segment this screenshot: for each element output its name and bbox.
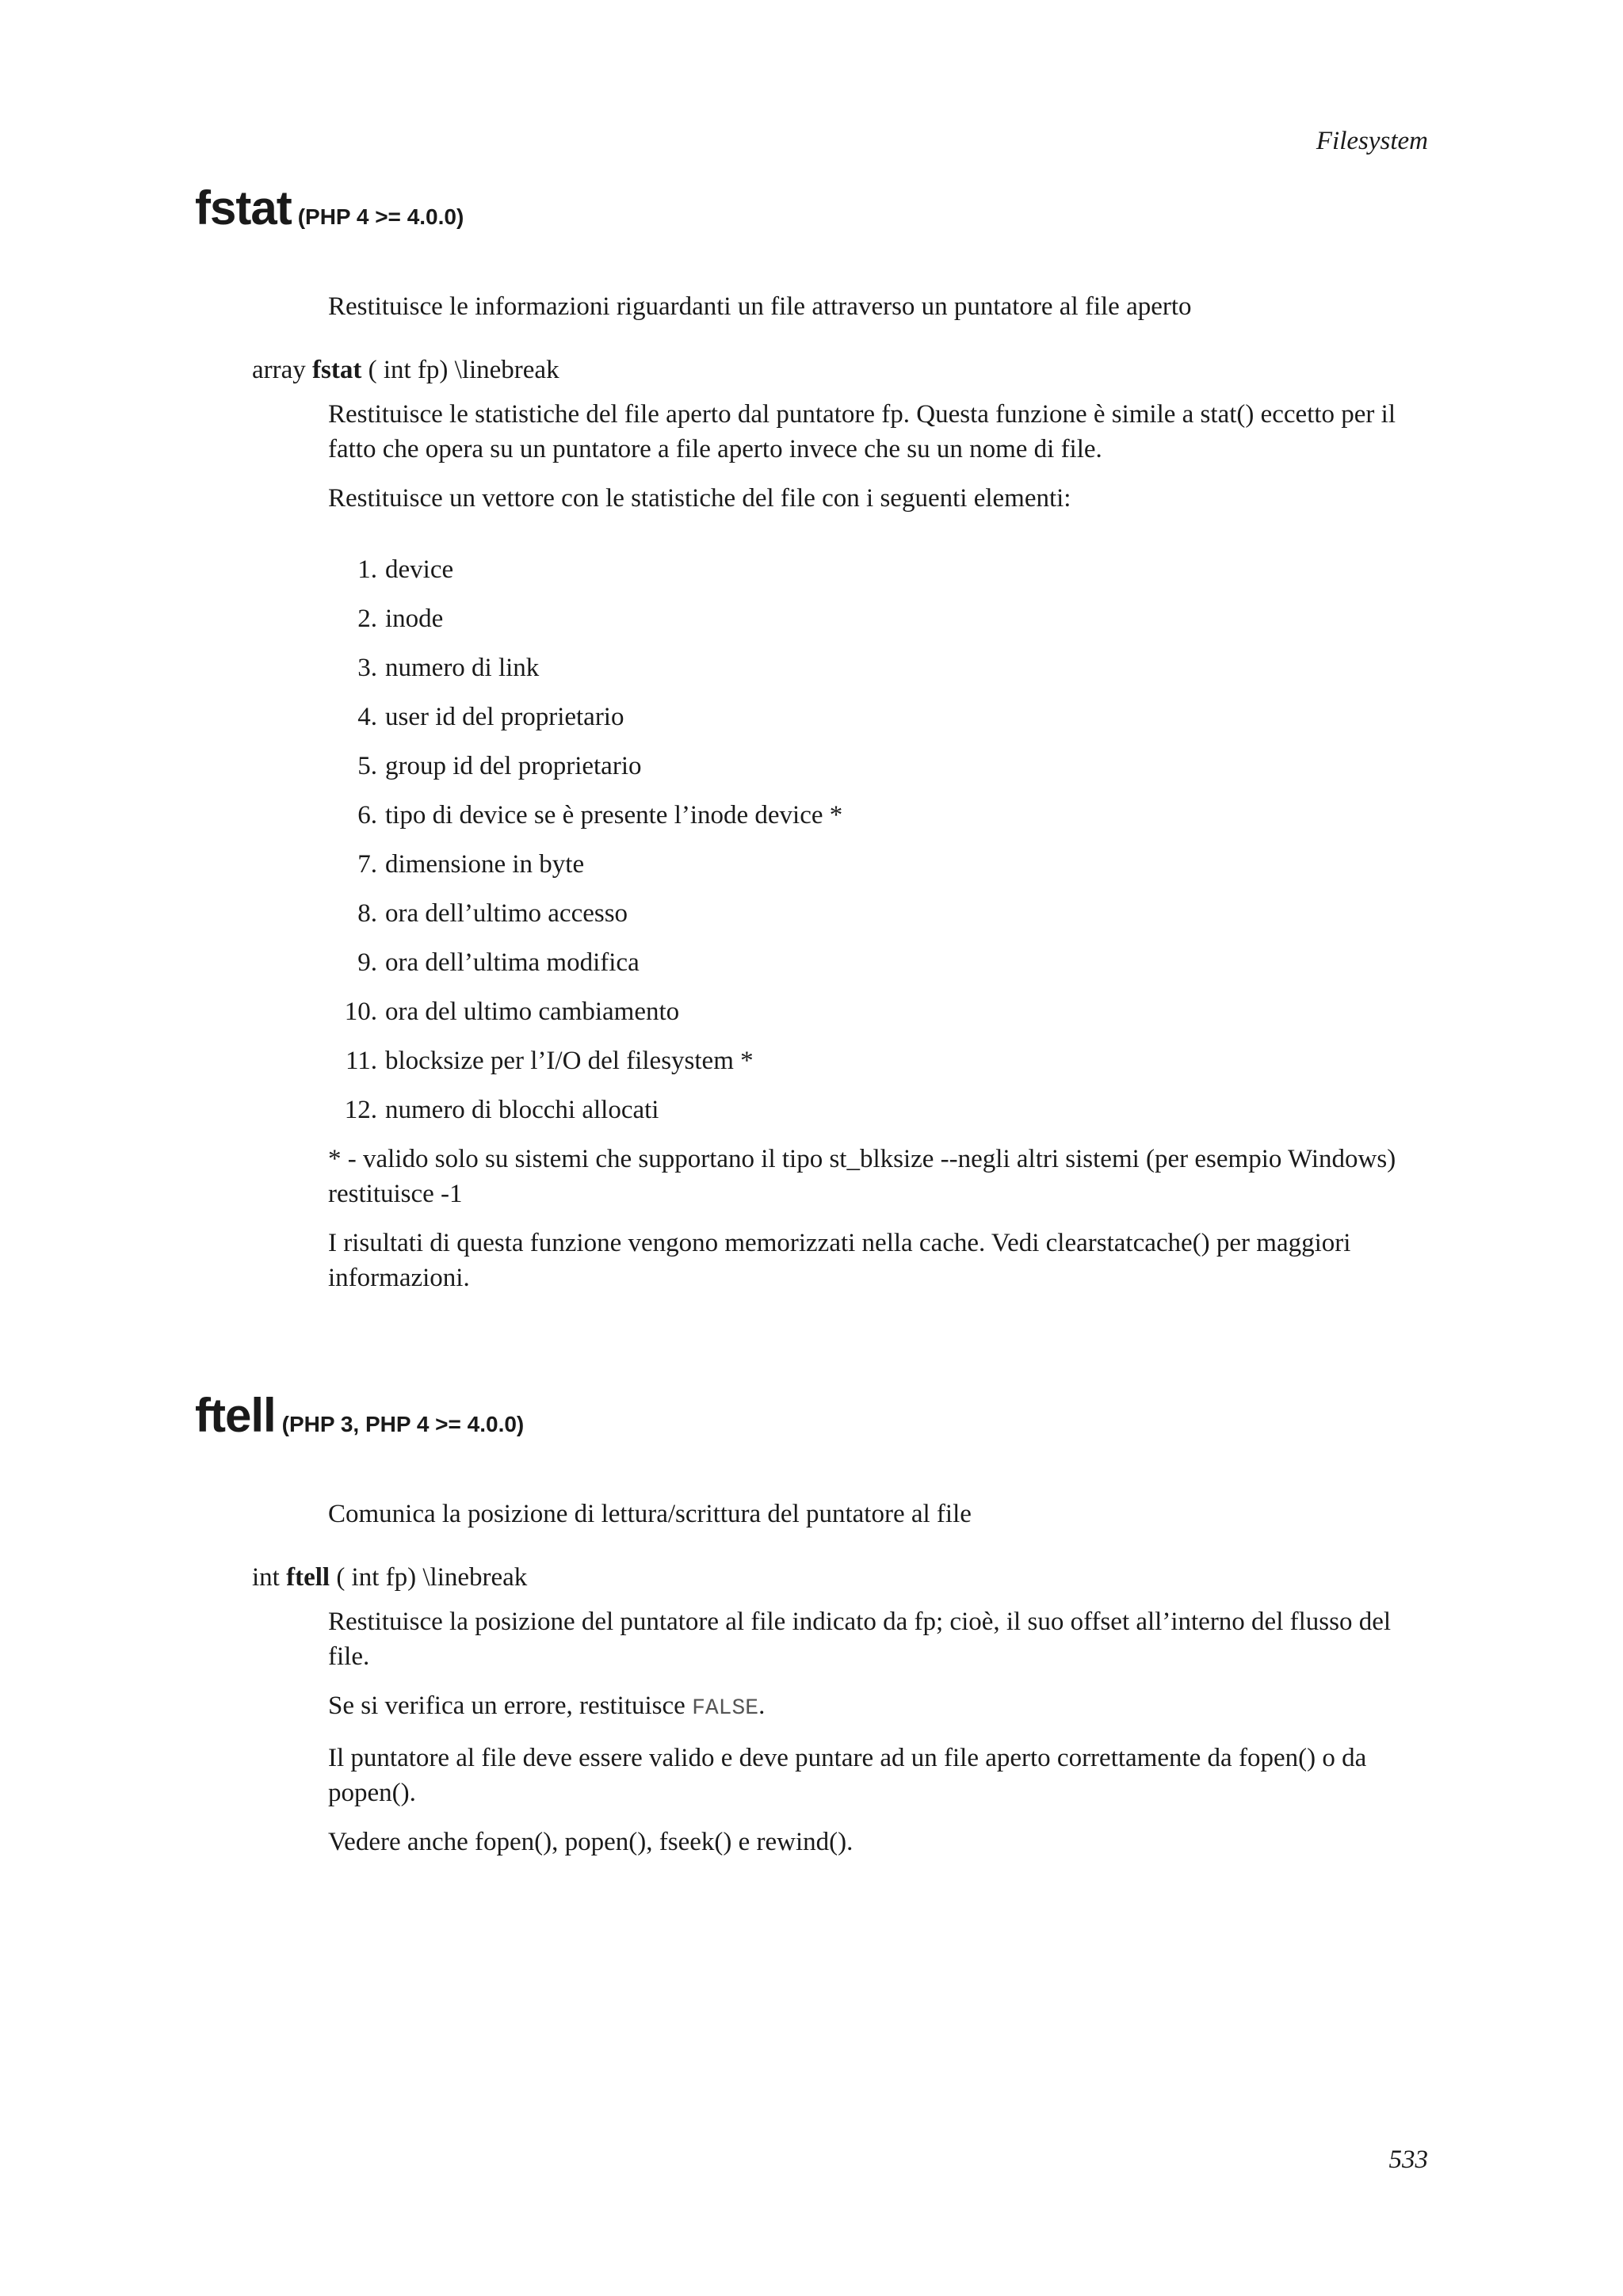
fstat-heading (195, 181, 1431, 235)
ftell-heading (195, 1388, 1431, 1443)
list-item (328, 700, 1431, 734)
list-item-text: numero di blocchi allocati (385, 1096, 659, 1124)
list-item-text: dimensione in byte (385, 850, 585, 879)
ftell-description (328, 1604, 1431, 1859)
returns-paragraph: Restituisce un vettore con le statistiche del file con i seguenti elementi: (328, 484, 1071, 513)
function-synopsis (252, 353, 1431, 387)
stat-elements-list (328, 552, 1431, 1127)
ftell-entry (195, 1388, 1431, 1874)
list-item-text: ora dell’ultima modifica (385, 948, 640, 977)
synopsis-function-name: ftell (286, 1563, 330, 1592)
function-name: ftell (195, 1389, 276, 1442)
list-item-number: 6. (357, 801, 377, 830)
error-end: . (758, 1691, 766, 1720)
function-version: (PHP 4 >= 4.0.0) (297, 204, 464, 229)
list-item-number: 10. (344, 997, 377, 1026)
error-paragraph (328, 1688, 1431, 1726)
cache-note: I risultati di questa funzione vengono memorizzati nella cache. Vedi clearstatcache() per maggiori informazioni. (328, 1229, 1351, 1292)
see-also-paragraph: Vedere anche fopen(), popen(), fseek() e rewind(). (328, 1828, 854, 1856)
function-purpose: Restituisce le informazioni riguardanti un file attraverso un puntatore al file aperto (328, 292, 1192, 321)
false-literal: FALSE (692, 1696, 759, 1721)
list-item-text: inode (385, 605, 444, 633)
list-item (328, 1093, 1431, 1127)
list-item (328, 896, 1431, 931)
list-item (328, 749, 1431, 784)
running-header: Filesystem (1316, 127, 1428, 155)
synopsis-function-name: fstat (312, 356, 362, 384)
list-item-text: user id del proprietario (385, 703, 624, 731)
list-item-number: 4. (357, 703, 377, 731)
list-item (328, 650, 1431, 685)
function-version: (PHP 3, PHP 4 >= 4.0.0) (281, 1412, 525, 1436)
list-item-text: tipo di device se è presente l’inode device * (385, 801, 843, 830)
fstat-description (328, 397, 1431, 1295)
list-item-text: numero di link (385, 654, 540, 682)
list-item-text: ora dell’ultimo accesso (385, 899, 628, 928)
synopsis-params: ( int fp) \linebreak (336, 1563, 528, 1592)
function-purpose: Comunica la posizione di lettura/scrittura del puntatore al file (328, 1500, 972, 1528)
list-item-number: 9. (357, 948, 377, 977)
error-text: Se si verifica un errore, restituisce (328, 1691, 685, 1720)
function-name: fstat (195, 181, 292, 235)
fstat-entry (195, 181, 1431, 1310)
list-item (328, 994, 1431, 1029)
description-paragraph: Restituisce la posizione del puntatore al file indicato da fp; cioè, il suo offset all’interno del flusso del file. (328, 1608, 1392, 1671)
list-item-number: 11. (345, 1047, 377, 1075)
list-item (328, 601, 1431, 636)
list-item (328, 552, 1431, 587)
validity-paragraph: Il puntatore al file deve essere valido e deve puntare ad un file aperto correttamente da fopen() o da popen(). (328, 1744, 1367, 1807)
list-item-number: 12. (344, 1096, 377, 1124)
blksize-note: * - valido solo su sistemi che supportano il tipo st_blksize --negli altri sistemi (per esempio Windows) restituisce -1 (328, 1145, 1396, 1208)
list-item-number: 5. (357, 752, 377, 780)
list-item-number: 2. (357, 605, 377, 633)
list-item (328, 847, 1431, 882)
list-item-number: 3. (357, 654, 377, 682)
return-type: int (252, 1563, 280, 1592)
list-item-text: group id del proprietario (385, 752, 642, 780)
function-synopsis (252, 1560, 1431, 1595)
list-item (328, 1043, 1431, 1078)
list-item-text: device (385, 555, 454, 584)
description-paragraph: Restituisce le statistiche del file aperto dal puntatore fp. Questa funzione è simile a stat() eccetto per il fatto che opera su un puntatore a file aperto invece che su un nome di file. (328, 400, 1396, 463)
list-item-number: 8. (357, 899, 377, 928)
list-item-number: 7. (357, 850, 377, 879)
list-item (328, 945, 1431, 980)
return-type: array (252, 356, 306, 384)
list-item-text: blocksize per l’I/O del filesystem * (385, 1047, 754, 1075)
list-item (328, 798, 1431, 833)
list-item-text: ora del ultimo cambiamento (385, 997, 680, 1026)
synopsis-params: ( int fp) \linebreak (368, 356, 559, 384)
list-item-number: 1. (357, 555, 377, 584)
page-number: 533 (1388, 2145, 1428, 2174)
